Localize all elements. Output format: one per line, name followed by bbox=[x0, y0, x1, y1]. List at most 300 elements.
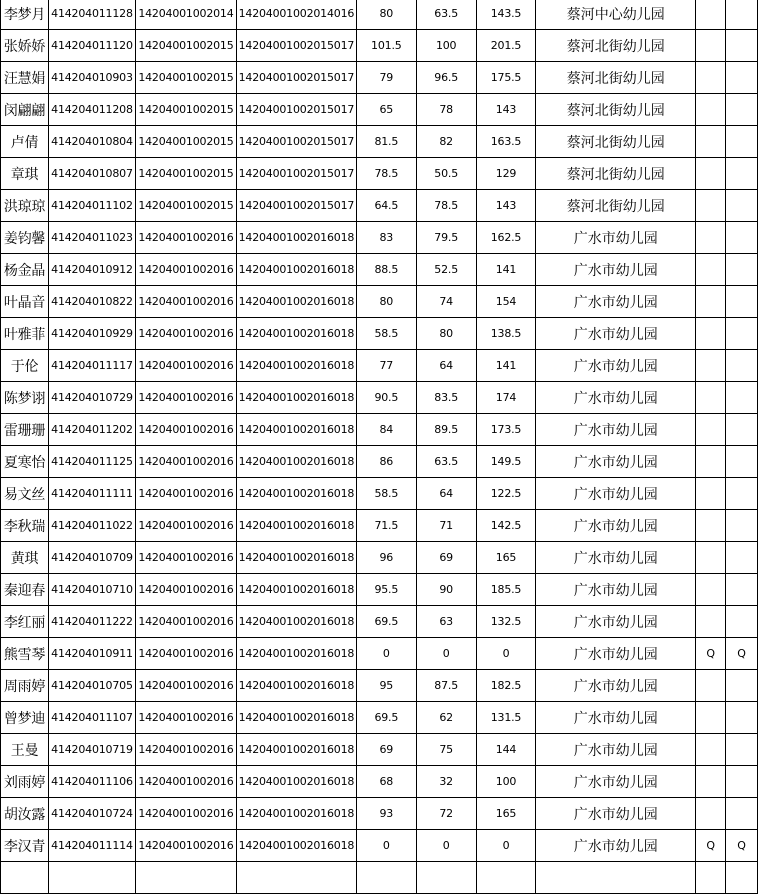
position-code-cell: 14204001002016 bbox=[135, 414, 236, 446]
second-score-cell: 83.5 bbox=[416, 382, 476, 414]
mark-1-cell bbox=[696, 190, 726, 222]
mark-2-cell bbox=[726, 798, 758, 830]
total-score-cell: 138.5 bbox=[476, 318, 536, 350]
candidate-name-cell: 李梦月 bbox=[1, 0, 49, 30]
exam-number-cell: 414204010804 bbox=[48, 126, 135, 158]
position-code-cell: 14204001002016 bbox=[135, 606, 236, 638]
written-score-cell: 69.5 bbox=[356, 606, 416, 638]
school-name-cell: 广水市幼儿园 bbox=[536, 286, 696, 318]
table-row bbox=[1, 158, 758, 190]
mark-1-cell bbox=[696, 862, 726, 894]
candidate-name-cell: 熊雪琴 bbox=[1, 638, 49, 670]
second-score-cell: 69 bbox=[416, 542, 476, 574]
total-score-cell: 100 bbox=[476, 766, 536, 798]
school-name-cell: 广水市幼儿园 bbox=[536, 670, 696, 702]
written-score-cell: 86 bbox=[356, 446, 416, 478]
position-code-cell: 14204001002016 bbox=[135, 510, 236, 542]
position-code-cell: 14204001002015 bbox=[135, 126, 236, 158]
written-score-cell: 0 bbox=[356, 638, 416, 670]
position-code-cell: 14204001002016 bbox=[135, 222, 236, 254]
mark-2-cell bbox=[726, 414, 758, 446]
school-name-cell: 广水市幼儿园 bbox=[536, 638, 696, 670]
written-score-cell: 58.5 bbox=[356, 318, 416, 350]
written-score-cell: 68 bbox=[356, 766, 416, 798]
table-row bbox=[1, 862, 758, 894]
table-row bbox=[1, 222, 758, 254]
total-score-cell: 143 bbox=[476, 94, 536, 126]
position-code-cell: 14204001002016 bbox=[135, 734, 236, 766]
mark-1-cell bbox=[696, 0, 726, 30]
school-name-cell: 广水市幼儿园 bbox=[536, 478, 696, 510]
second-score-cell: 74 bbox=[416, 286, 476, 318]
position-code-cell: 14204001002015 bbox=[135, 158, 236, 190]
total-score-cell: 162.5 bbox=[476, 222, 536, 254]
position-code-cell bbox=[135, 862, 236, 894]
position-code-cell: 14204001002015 bbox=[135, 94, 236, 126]
school-name-cell: 广水市幼儿园 bbox=[536, 254, 696, 286]
school-name-cell: 蔡河北街幼儿园 bbox=[536, 158, 696, 190]
candidate-name-cell: 秦迎春 bbox=[1, 574, 49, 606]
mark-2-cell bbox=[726, 862, 758, 894]
mark-2-cell bbox=[726, 574, 758, 606]
total-score-cell: 141 bbox=[476, 350, 536, 382]
second-score-cell: 72 bbox=[416, 798, 476, 830]
second-score-cell: 82 bbox=[416, 126, 476, 158]
mark-2-cell bbox=[726, 734, 758, 766]
mark-2-cell bbox=[726, 222, 758, 254]
written-score-cell: 58.5 bbox=[356, 478, 416, 510]
mark-1-cell bbox=[696, 574, 726, 606]
table-row bbox=[1, 382, 758, 414]
position-code-cell: 14204001002015 bbox=[135, 190, 236, 222]
written-score-cell: 101.5 bbox=[356, 30, 416, 62]
total-score-cell: 173.5 bbox=[476, 414, 536, 446]
written-score-cell: 90.5 bbox=[356, 382, 416, 414]
mark-2-cell bbox=[726, 254, 758, 286]
written-score-cell: 79 bbox=[356, 62, 416, 94]
school-name-cell: 广水市幼儿园 bbox=[536, 830, 696, 862]
candidate-name-cell: 李汉青 bbox=[1, 830, 49, 862]
mark-2-cell bbox=[726, 30, 758, 62]
mark-1-cell bbox=[696, 158, 726, 190]
written-score-cell: 0 bbox=[356, 830, 416, 862]
mark-2-cell bbox=[726, 62, 758, 94]
written-score-cell: 93 bbox=[356, 798, 416, 830]
exam-number-cell: 414204010705 bbox=[48, 670, 135, 702]
mark-2-cell bbox=[726, 126, 758, 158]
exam-number-cell: 414204011106 bbox=[48, 766, 135, 798]
total-score-cell: 163.5 bbox=[476, 126, 536, 158]
school-name-cell: 广水市幼儿园 bbox=[536, 446, 696, 478]
total-score-cell: 142.5 bbox=[476, 510, 536, 542]
school-name-cell: 广水市幼儿园 bbox=[536, 382, 696, 414]
second-score-cell: 64 bbox=[416, 478, 476, 510]
job-code-cell: 14204001002015017 bbox=[236, 94, 356, 126]
position-code-cell: 14204001002016 bbox=[135, 318, 236, 350]
total-score-cell: 0 bbox=[476, 830, 536, 862]
candidate-name-cell: 姜钧馨 bbox=[1, 222, 49, 254]
table-row bbox=[1, 766, 758, 798]
mark-2-cell bbox=[726, 478, 758, 510]
written-score-cell: 84 bbox=[356, 414, 416, 446]
total-score-cell: 201.5 bbox=[476, 30, 536, 62]
written-score-cell: 81.5 bbox=[356, 126, 416, 158]
total-score-cell: 149.5 bbox=[476, 446, 536, 478]
total-score-cell: 175.5 bbox=[476, 62, 536, 94]
exam-number-cell: 414204011125 bbox=[48, 446, 135, 478]
job-code-cell: 14204001002016018 bbox=[236, 478, 356, 510]
table-row bbox=[1, 0, 758, 30]
table-row bbox=[1, 606, 758, 638]
total-score-cell bbox=[476, 862, 536, 894]
mark-2-cell bbox=[726, 318, 758, 350]
school-name-cell: 广水市幼儿园 bbox=[536, 318, 696, 350]
position-code-cell: 14204001002014 bbox=[135, 0, 236, 30]
mark-1-cell bbox=[696, 670, 726, 702]
mark-2-cell bbox=[726, 350, 758, 382]
written-score-cell: 80 bbox=[356, 0, 416, 30]
school-name-cell: 蔡河中心幼儿园 bbox=[536, 0, 696, 30]
written-score-cell: 71.5 bbox=[356, 510, 416, 542]
position-code-cell: 14204001002016 bbox=[135, 638, 236, 670]
table-row bbox=[1, 286, 758, 318]
mark-1-cell bbox=[696, 766, 726, 798]
mark-1-cell bbox=[696, 382, 726, 414]
table-row bbox=[1, 542, 758, 574]
job-code-cell: 14204001002015017 bbox=[236, 126, 356, 158]
table-row bbox=[1, 574, 758, 606]
mark-1-cell bbox=[696, 222, 726, 254]
written-score-cell: 77 bbox=[356, 350, 416, 382]
second-score-cell: 80 bbox=[416, 318, 476, 350]
job-code-cell: 14204001002016018 bbox=[236, 382, 356, 414]
written-score-cell bbox=[356, 862, 416, 894]
mark-1-cell bbox=[696, 446, 726, 478]
candidate-name-cell: 刘雨婷 bbox=[1, 766, 49, 798]
total-score-cell: 185.5 bbox=[476, 574, 536, 606]
mark-2-cell bbox=[726, 0, 758, 30]
exam-number-cell: 414204011102 bbox=[48, 190, 135, 222]
total-score-cell: 154 bbox=[476, 286, 536, 318]
second-score-cell: 87.5 bbox=[416, 670, 476, 702]
exam-number-cell: 414204010719 bbox=[48, 734, 135, 766]
job-code-cell: 14204001002015017 bbox=[236, 62, 356, 94]
school-name-cell: 广水市幼儿园 bbox=[536, 510, 696, 542]
job-code-cell: 14204001002016018 bbox=[236, 638, 356, 670]
position-code-cell: 14204001002016 bbox=[135, 254, 236, 286]
school-name-cell: 蔡河北街幼儿园 bbox=[536, 94, 696, 126]
mark-2-cell bbox=[726, 382, 758, 414]
position-code-cell: 14204001002016 bbox=[135, 702, 236, 734]
exam-number-cell: 414204010710 bbox=[48, 574, 135, 606]
total-score-cell: 165 bbox=[476, 798, 536, 830]
written-score-cell: 83 bbox=[356, 222, 416, 254]
second-score-cell: 63.5 bbox=[416, 0, 476, 30]
position-code-cell: 14204001002016 bbox=[135, 446, 236, 478]
mark-2-cell bbox=[726, 702, 758, 734]
candidate-name-cell: 洪琼琼 bbox=[1, 190, 49, 222]
exam-number-cell: 414204011022 bbox=[48, 510, 135, 542]
job-code-cell: 14204001002016018 bbox=[236, 510, 356, 542]
job-code-cell bbox=[236, 862, 356, 894]
exam-number-cell: 414204010822 bbox=[48, 286, 135, 318]
exam-number-cell: 414204011111 bbox=[48, 478, 135, 510]
mark-1-cell bbox=[696, 350, 726, 382]
mark-1-cell bbox=[696, 286, 726, 318]
table-row bbox=[1, 318, 758, 350]
exam-number-cell bbox=[48, 862, 135, 894]
second-score-cell: 79.5 bbox=[416, 222, 476, 254]
position-code-cell: 14204001002016 bbox=[135, 574, 236, 606]
mark-2-cell bbox=[726, 158, 758, 190]
written-score-cell: 65 bbox=[356, 94, 416, 126]
table-row bbox=[1, 638, 758, 670]
mark-1-cell bbox=[696, 30, 726, 62]
second-score-cell: 0 bbox=[416, 638, 476, 670]
total-score-cell: 174 bbox=[476, 382, 536, 414]
school-name-cell: 广水市幼儿园 bbox=[536, 702, 696, 734]
candidate-name-cell: 李红丽 bbox=[1, 606, 49, 638]
candidate-name-cell: 黄琪 bbox=[1, 542, 49, 574]
candidate-name-cell: 叶晶音 bbox=[1, 286, 49, 318]
table-row bbox=[1, 798, 758, 830]
job-code-cell: 14204001002016018 bbox=[236, 286, 356, 318]
table-row bbox=[1, 94, 758, 126]
job-code-cell: 14204001002016018 bbox=[236, 574, 356, 606]
table-row bbox=[1, 30, 758, 62]
total-score-cell: 141 bbox=[476, 254, 536, 286]
job-code-cell: 14204001002016018 bbox=[236, 798, 356, 830]
total-score-cell: 143.5 bbox=[476, 0, 536, 30]
second-score-cell: 100 bbox=[416, 30, 476, 62]
mark-1-cell: Q bbox=[696, 638, 726, 670]
mark-2-cell: Q bbox=[726, 830, 758, 862]
candidate-name-cell: 夏寒怡 bbox=[1, 446, 49, 478]
candidate-name-cell bbox=[1, 862, 49, 894]
job-code-cell: 14204001002016018 bbox=[236, 734, 356, 766]
job-code-cell: 14204001002016018 bbox=[236, 702, 356, 734]
school-name-cell bbox=[536, 862, 696, 894]
mark-1-cell bbox=[696, 94, 726, 126]
mark-1-cell bbox=[696, 254, 726, 286]
total-score-cell: 131.5 bbox=[476, 702, 536, 734]
written-score-cell: 95.5 bbox=[356, 574, 416, 606]
candidate-name-cell: 陈梦诩 bbox=[1, 382, 49, 414]
written-score-cell: 95 bbox=[356, 670, 416, 702]
mark-2-cell bbox=[726, 606, 758, 638]
position-code-cell: 14204001002016 bbox=[135, 670, 236, 702]
table-row bbox=[1, 126, 758, 158]
position-code-cell: 14204001002016 bbox=[135, 542, 236, 574]
mark-2-cell: Q bbox=[726, 638, 758, 670]
mark-1-cell bbox=[696, 798, 726, 830]
school-name-cell: 广水市幼儿园 bbox=[536, 414, 696, 446]
position-code-cell: 14204001002016 bbox=[135, 478, 236, 510]
position-code-cell: 14204001002016 bbox=[135, 830, 236, 862]
school-name-cell: 蔡河北街幼儿园 bbox=[536, 30, 696, 62]
candidate-name-cell: 卢倩 bbox=[1, 126, 49, 158]
job-code-cell: 14204001002016018 bbox=[236, 606, 356, 638]
second-score-cell: 63.5 bbox=[416, 446, 476, 478]
written-score-cell: 80 bbox=[356, 286, 416, 318]
job-code-cell: 14204001002014016 bbox=[236, 0, 356, 30]
candidate-name-cell: 王曼 bbox=[1, 734, 49, 766]
school-name-cell: 广水市幼儿园 bbox=[536, 222, 696, 254]
exam-number-cell: 414204011117 bbox=[48, 350, 135, 382]
mark-1-cell: Q bbox=[696, 830, 726, 862]
job-code-cell: 14204001002015017 bbox=[236, 190, 356, 222]
second-score-cell: 89.5 bbox=[416, 414, 476, 446]
table-row bbox=[1, 254, 758, 286]
job-code-cell: 14204001002016018 bbox=[236, 766, 356, 798]
candidate-name-cell: 胡汝露 bbox=[1, 798, 49, 830]
total-score-cell: 143 bbox=[476, 190, 536, 222]
position-code-cell: 14204001002016 bbox=[135, 382, 236, 414]
candidate-name-cell: 闵翩翩 bbox=[1, 94, 49, 126]
school-name-cell: 广水市幼儿园 bbox=[536, 766, 696, 798]
exam-number-cell: 414204010807 bbox=[48, 158, 135, 190]
candidate-name-cell: 李秋瑞 bbox=[1, 510, 49, 542]
school-name-cell: 广水市幼儿园 bbox=[536, 574, 696, 606]
total-score-cell: 122.5 bbox=[476, 478, 536, 510]
candidate-name-cell: 于伦 bbox=[1, 350, 49, 382]
exam-number-cell: 414204011023 bbox=[48, 222, 135, 254]
second-score-cell: 62 bbox=[416, 702, 476, 734]
total-score-cell: 132.5 bbox=[476, 606, 536, 638]
table-body bbox=[1, 0, 758, 894]
table-row bbox=[1, 62, 758, 94]
school-name-cell: 蔡河北街幼儿园 bbox=[536, 62, 696, 94]
mark-2-cell bbox=[726, 766, 758, 798]
school-name-cell: 广水市幼儿园 bbox=[536, 606, 696, 638]
written-score-cell: 69.5 bbox=[356, 702, 416, 734]
position-code-cell: 14204001002015 bbox=[135, 30, 236, 62]
second-score-cell: 90 bbox=[416, 574, 476, 606]
school-name-cell: 广水市幼儿园 bbox=[536, 734, 696, 766]
second-score-cell: 52.5 bbox=[416, 254, 476, 286]
second-score-cell: 50.5 bbox=[416, 158, 476, 190]
mark-2-cell bbox=[726, 286, 758, 318]
table-row bbox=[1, 478, 758, 510]
second-score-cell: 63 bbox=[416, 606, 476, 638]
mark-2-cell bbox=[726, 446, 758, 478]
table-row bbox=[1, 734, 758, 766]
mark-2-cell bbox=[726, 542, 758, 574]
mark-1-cell bbox=[696, 318, 726, 350]
total-score-cell: 165 bbox=[476, 542, 536, 574]
second-score-cell: 64 bbox=[416, 350, 476, 382]
mark-1-cell bbox=[696, 62, 726, 94]
candidate-name-cell: 周雨婷 bbox=[1, 670, 49, 702]
job-code-cell: 14204001002016018 bbox=[236, 350, 356, 382]
job-code-cell: 14204001002016018 bbox=[236, 446, 356, 478]
school-name-cell: 蔡河北街幼儿园 bbox=[536, 190, 696, 222]
candidate-name-cell: 杨金晶 bbox=[1, 254, 49, 286]
job-code-cell: 14204001002016018 bbox=[236, 222, 356, 254]
mark-1-cell bbox=[696, 606, 726, 638]
job-code-cell: 14204001002015017 bbox=[236, 30, 356, 62]
total-score-cell: 129 bbox=[476, 158, 536, 190]
job-code-cell: 14204001002016018 bbox=[236, 414, 356, 446]
written-score-cell: 64.5 bbox=[356, 190, 416, 222]
exam-number-cell: 414204011208 bbox=[48, 94, 135, 126]
position-code-cell: 14204001002015 bbox=[135, 62, 236, 94]
school-name-cell: 广水市幼儿园 bbox=[536, 798, 696, 830]
exam-number-cell: 414204011222 bbox=[48, 606, 135, 638]
second-score-cell bbox=[416, 862, 476, 894]
mark-2-cell bbox=[726, 670, 758, 702]
written-score-cell: 96 bbox=[356, 542, 416, 574]
candidate-name-cell: 章琪 bbox=[1, 158, 49, 190]
total-score-cell: 0 bbox=[476, 638, 536, 670]
table-row bbox=[1, 510, 758, 542]
exam-number-cell: 414204010709 bbox=[48, 542, 135, 574]
candidate-name-cell: 曾梦迪 bbox=[1, 702, 49, 734]
second-score-cell: 75 bbox=[416, 734, 476, 766]
mark-1-cell bbox=[696, 510, 726, 542]
second-score-cell: 32 bbox=[416, 766, 476, 798]
exam-number-cell: 414204010929 bbox=[48, 318, 135, 350]
exam-number-cell: 414204010729 bbox=[48, 382, 135, 414]
written-score-cell: 88.5 bbox=[356, 254, 416, 286]
exam-number-cell: 414204011107 bbox=[48, 702, 135, 734]
candidate-name-cell: 叶雅菲 bbox=[1, 318, 49, 350]
mark-1-cell bbox=[696, 702, 726, 734]
mark-2-cell bbox=[726, 94, 758, 126]
table-row bbox=[1, 702, 758, 734]
mark-2-cell bbox=[726, 190, 758, 222]
position-code-cell: 14204001002016 bbox=[135, 286, 236, 318]
exam-number-cell: 414204010911 bbox=[48, 638, 135, 670]
total-score-cell: 144 bbox=[476, 734, 536, 766]
mark-1-cell bbox=[696, 414, 726, 446]
mark-2-cell bbox=[726, 510, 758, 542]
candidate-name-cell: 张娇娇 bbox=[1, 30, 49, 62]
position-code-cell: 14204001002016 bbox=[135, 350, 236, 382]
exam-number-cell: 414204010724 bbox=[48, 798, 135, 830]
job-code-cell: 14204001002016018 bbox=[236, 830, 356, 862]
second-score-cell: 78 bbox=[416, 94, 476, 126]
candidate-name-cell: 雷珊珊 bbox=[1, 414, 49, 446]
exam-number-cell: 414204010912 bbox=[48, 254, 135, 286]
exam-number-cell: 414204011202 bbox=[48, 414, 135, 446]
job-code-cell: 14204001002016018 bbox=[236, 318, 356, 350]
school-name-cell: 蔡河北街幼儿园 bbox=[536, 126, 696, 158]
position-code-cell: 14204001002016 bbox=[135, 766, 236, 798]
job-code-cell: 14204001002015017 bbox=[236, 158, 356, 190]
second-score-cell: 96.5 bbox=[416, 62, 476, 94]
mark-1-cell bbox=[696, 126, 726, 158]
second-score-cell: 0 bbox=[416, 830, 476, 862]
table-row bbox=[1, 670, 758, 702]
exam-number-cell: 414204011114 bbox=[48, 830, 135, 862]
exam-number-cell: 414204010903 bbox=[48, 62, 135, 94]
school-name-cell: 广水市幼儿园 bbox=[536, 350, 696, 382]
job-code-cell: 14204001002016018 bbox=[236, 254, 356, 286]
table-row bbox=[1, 830, 758, 862]
school-name-cell: 广水市幼儿园 bbox=[536, 542, 696, 574]
second-score-cell: 71 bbox=[416, 510, 476, 542]
candidate-name-cell: 汪慧娟 bbox=[1, 62, 49, 94]
candidate-name-cell: 易文丝 bbox=[1, 478, 49, 510]
mark-1-cell bbox=[696, 542, 726, 574]
table-row bbox=[1, 190, 758, 222]
table-row bbox=[1, 446, 758, 478]
second-score-cell: 78.5 bbox=[416, 190, 476, 222]
written-score-cell: 69 bbox=[356, 734, 416, 766]
exam-number-cell: 414204011128 bbox=[48, 0, 135, 30]
position-code-cell: 14204001002016 bbox=[135, 798, 236, 830]
